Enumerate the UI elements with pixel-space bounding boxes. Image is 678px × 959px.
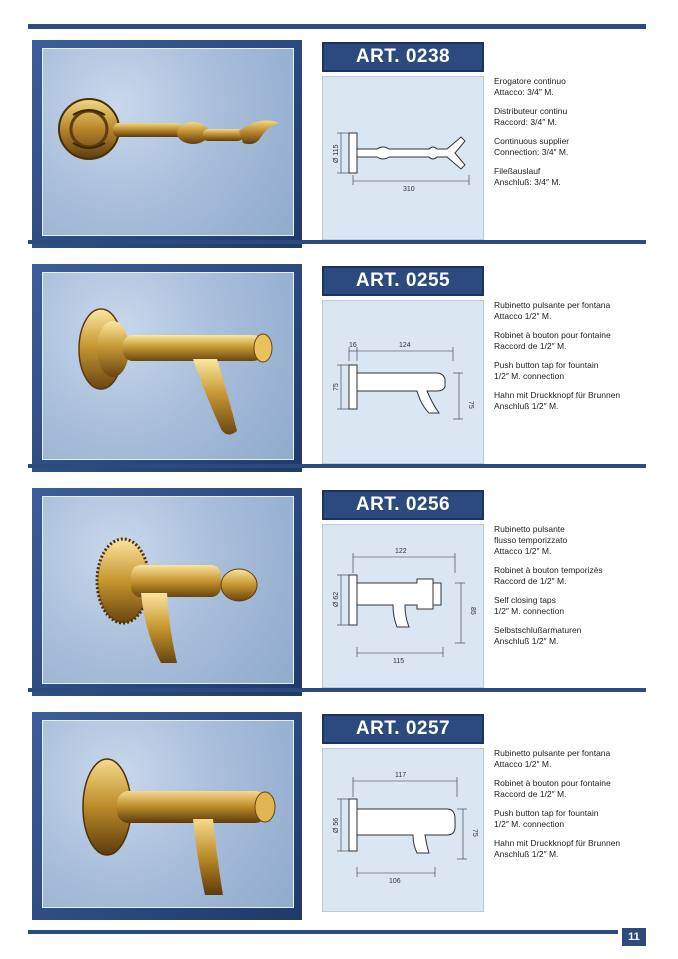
dimension-label: 106: [389, 878, 401, 885]
dimension-label: 75: [471, 829, 478, 837]
desc-english: Push button tap for fountain 1/2″ M. connection: [494, 808, 599, 829]
product-photo-0238: [42, 48, 294, 236]
dimension-label: 115: [393, 658, 405, 665]
desc-french: Robinet à bouton pour fontaine Raccord de 1/2″ M.: [494, 778, 611, 799]
dimension-label: 124: [399, 342, 411, 349]
shelf-rule: [28, 240, 646, 244]
page-number: 11: [622, 928, 646, 946]
dimension-label: 85: [469, 607, 476, 615]
article-title: ART. 0255: [322, 266, 484, 296]
desc-french: Robinet à bouton pour fontaine Raccord de 1/2″ M.: [494, 330, 611, 351]
desc-german: Fileßauslauf Anschluß: 3/4″ M.: [494, 166, 561, 187]
desc-english: Self closing taps 1/2″ M. connection: [494, 595, 565, 616]
product-photo-frame: [32, 40, 302, 248]
article-title: ART. 0257: [322, 714, 484, 744]
desc-english: Continuous supplier Connection: 3/4″ M.: [494, 136, 570, 157]
desc-english: Push button tap for fountain 1/2″ M. connection: [494, 360, 599, 381]
top-rule: [28, 24, 646, 29]
dimension-label: 16: [349, 342, 357, 349]
article-title: ART. 0256: [322, 490, 484, 520]
desc-italian: Erogatore continuo Attacco: 3/4″ M.: [494, 76, 566, 97]
product-photo-0257: [42, 720, 294, 908]
dimension-label: 117: [395, 772, 407, 779]
product-photo-frame: [32, 488, 302, 696]
shelf-rule: [28, 464, 646, 468]
product-photo-0255: [42, 272, 294, 460]
desc-italian: Rubinetto pulsante per fontana Attacco 1/2″ M.: [494, 300, 611, 321]
product-photo-frame: [32, 264, 302, 472]
product-description: [494, 524, 644, 655]
product-section-0255: [28, 256, 646, 472]
product-section-0238: [28, 32, 646, 248]
product-section-0257: [28, 704, 646, 920]
bottom-rule: [28, 930, 618, 934]
technical-drawing-0257: [322, 748, 484, 912]
dimension-label: 75: [467, 401, 474, 409]
desc-german: Hahn mit Druckknopf für Brunnen Anschluß 1/2″ M.: [494, 390, 621, 411]
product-section-0256: [28, 480, 646, 696]
dimension-label: 122: [395, 548, 407, 555]
dimension-label: Ø 115: [333, 144, 340, 163]
product-description: [494, 300, 644, 420]
technical-drawing-0255: [322, 300, 484, 464]
article-title: ART. 0238: [322, 42, 484, 72]
dimension-label: 75: [333, 383, 340, 391]
desc-french: Robinet à bouton temporizès Raccord de 1/2″ M.: [494, 565, 603, 586]
product-photo-0256: [42, 496, 294, 684]
dimension-label: 310: [403, 186, 415, 193]
dimension-label: Ø 62: [333, 591, 340, 607]
desc-german: Hahn mit Druckknopf für Brunnen Anschluß 1/2″ M.: [494, 838, 621, 859]
shelf-rule: [28, 688, 646, 692]
desc-french: Distributeur continu Raccord: 3/4″ M.: [494, 106, 568, 127]
desc-italian: Rubinetto pulsante flusso temporizzato Attacco 1/2″ M.: [494, 524, 568, 556]
dimension-label: Ø 56: [333, 817, 340, 833]
desc-italian: Rubinetto pulsante per fontana Attacco 1/2″ M.: [494, 748, 611, 769]
product-description: [494, 748, 644, 868]
technical-drawing-0238: [322, 76, 484, 240]
technical-drawing-0256: [322, 524, 484, 688]
product-photo-frame: [32, 712, 302, 920]
product-description: [494, 76, 644, 196]
desc-german: Selbstschlußarmaturen Anschluß 1/2″ M.: [494, 625, 582, 646]
